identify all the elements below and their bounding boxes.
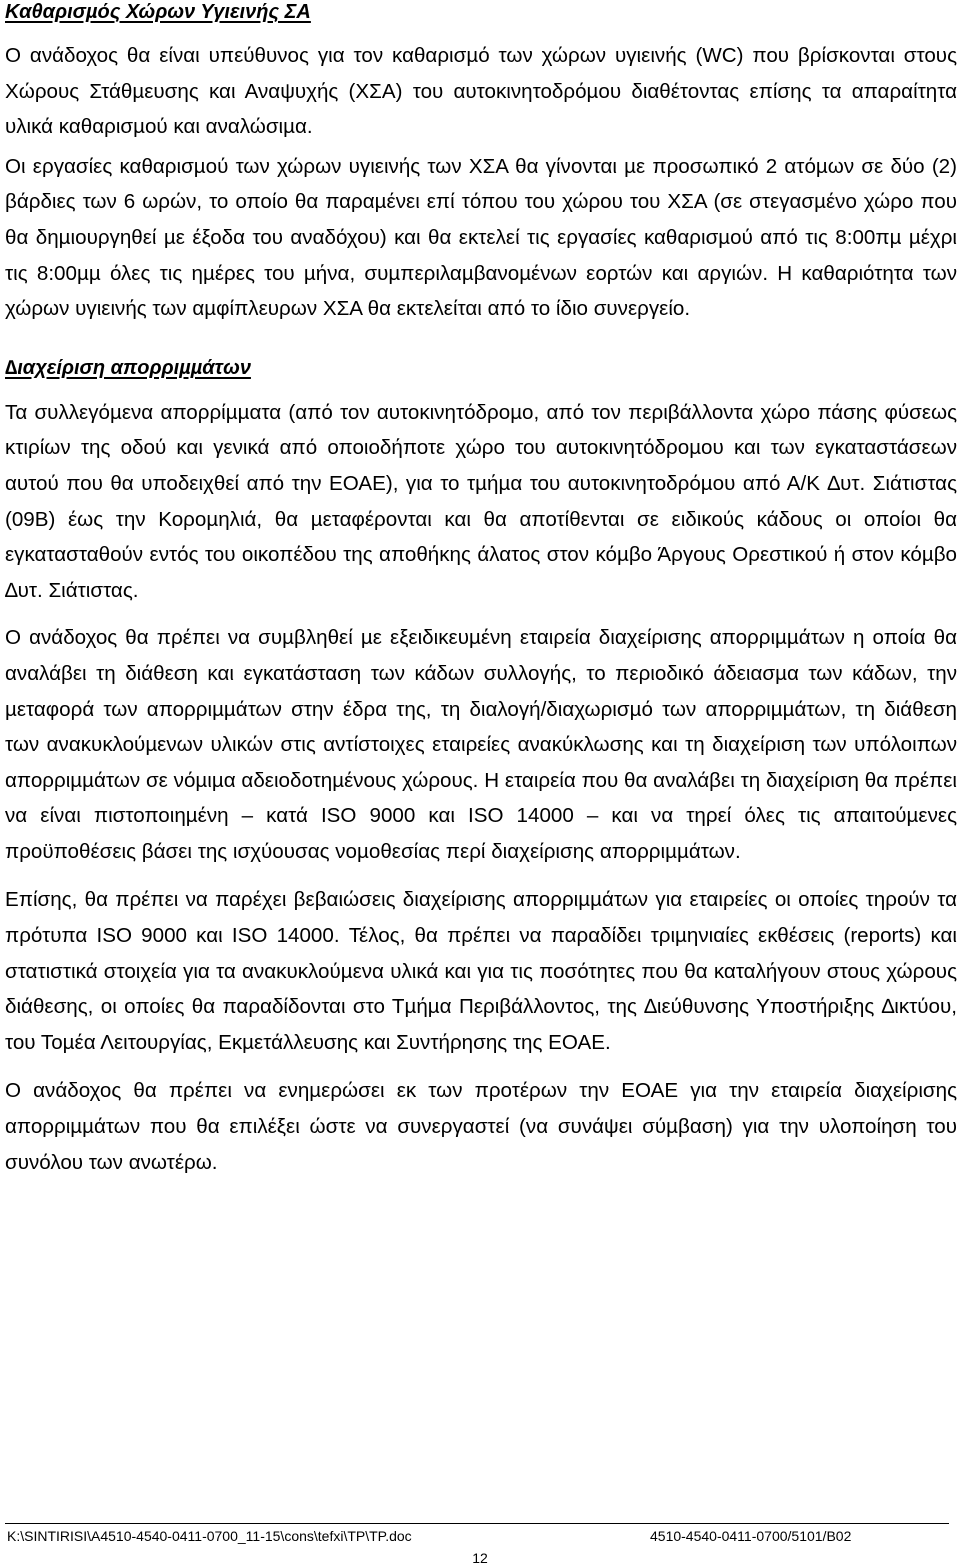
- footer-divider: [5, 1523, 949, 1524]
- page-number: 12: [472, 1550, 488, 1566]
- paragraph-waste-collection: Τα συλλεγόµενα απορρίµµατα (από τον αυτοκινητόδροµο, από τον περιβάλλοντα χώρο πάσης φύσεως κτιρίων της οδού και γενικά από οποιοδήποτε χώρο του αυτοκινητόδροµου και των εγκαταστάσεων αυτού που θα υποδειχθεί από την ΕΟΑΕ), για το τµήµα του αυτοκινητοδρόµου από Α/Κ ∆υτ. Σιάτιστας (09Β) έως την Κοροµηλιά, θα µεταφέρονται και θα αποτίθενται σε ειδικούς κάδους οι οποίοι θα εγκατασταθούν εντός του οικοπέδου της αποθήκης άλατος στον κόµβο Άργους Ορεστικού ή στον κόµβο ∆υτ. Σιάτιστας.: [5, 400, 957, 602]
- paragraph-wc-cleaning-scope: Ο ανάδοχος θα είναι υπεύθυνος για τον καθαρισµό των χώρων υγιεινής (WC) που βρίσκονται στους Χώρους Στάθµευσης και Αναψυχής (ΧΣΑ) του αυτοκινητοδρόµου διαθέτοντας επίσης τα απαραίτητα υλικά καθαρισµού και αναλώσιµα.: [5, 44, 957, 139]
- paragraph-waste-reports: Επίσης, θα πρέπει να παρέχει βεβαιώσεις διαχείρισης απορριµµάτων για εταιρείες οι οποίες τηρούν τα πρότυπα ISO 9000 και ISO 14000. Τέλος, θα πρέπει να παραδίδει τριµηνιαίες εκθέσεις (reports) και στατιστικά στοιχεία για τα ανακυκλούµενα υλικά και για τις ποσότητες που θα καταλήγουν στους χώρους διάθεσης, οι οποίες θα παραδίδονται στο Τµήµα Περιβάλλοντος, της ∆ιεύθυνσης Υποστήριξης ∆ικτύου, του Τοµέα Λειτουργίας, Εκµετάλλευσης και Συντήρησης της ΕΟΑΕ.: [5, 888, 957, 1054]
- footer-file-path: K:\SINTIRISI\A4510-4540-0411-0700_11-15\cons\tefxi\TP\TP.doc: [7, 1528, 412, 1544]
- paragraph-waste-contractor: Ο ανάδοχος θα πρέπει να συµβληθεί µε εξειδικευµένη εταιρεία διαχείρισης απορριµµάτων η οποία θα αναλάβει τη διάθεση και εγκατάσταση των κάδων συλλογής, το περιοδικό άδειασµα των κάδων, την µεταφορά των απορριµµάτων στην έδρα της, τη διαλογή/διαχωρισµό των απορριµµάτων, τη διάθεση των ανακυκλούµενων υλικών στις αντίστοιχες εταιρείες ανακύκλωσης και τη διαχείριση των υπόλοιπων απορριµµάτων σε νόµιµα αδειοδοτηµένους χώρους. Η εταιρεία που θα αναλάβει τη διαχείριση θα πρέπει να είναι πιστοποιηµένη – κατά ISO 9000 και ISO 14000 – και να τηρεί όλες τις απαιτούµενες προϋποθέσεις βάσει της ισχύουσας νοµοθεσίας περί διαχείρισης απορριµµάτων.: [5, 626, 957, 863]
- section-heading-wc-cleaning: Καθαρισµός Χώρων Υγιεινής ΣΑ: [5, 1, 311, 23]
- footer-document-code: 4510-4540-0411-0700/5101/B02: [650, 1528, 852, 1544]
- section-heading-waste-management: ∆ιαχείριση απορριµµάτων: [5, 356, 251, 379]
- paragraph-wc-cleaning-schedule: Οι εργασίες καθαρισµού των χώρων υγιεινής των ΧΣΑ θα γίνονται µε προσωπικό 2 ατόµων σε δύο (2) βάρδιες των 6 ωρών, το οποίο θα παραµένει επί τόπου του χώρου του ΧΣΑ (σε στεγασµένο χώρο που θα δηµιουργηθεί µε έξοδα του αναδόχου) και θα εκτελεί τις εργασίες καθαρισµού από τις 8:00πµ µέχρι τις 8:00µµ όλες τις ηµέρες του µήνα, συµπεριλαµβανοµένων εορτών και αργιών. Η καθαριότητα των χώρων υγιεινής των αµφίπλευρων ΧΣΑ θα εκτελείται από το ίδιο συνεργείο.: [5, 154, 957, 321]
- paragraph-waste-notification: Ο ανάδοχος θα πρέπει να ενηµερώσει εκ των προτέρων την ΕΟΑΕ για την εταιρεία διαχείρισης απορριµµάτων που θα επιλέξει ώστε να συνεργαστεί (να συνάψει σύµβαση) για την υλοποίηση του συνόλου των ανωτέρω.: [5, 1079, 957, 1174]
- document-page: [5, 0, 957, 1180]
